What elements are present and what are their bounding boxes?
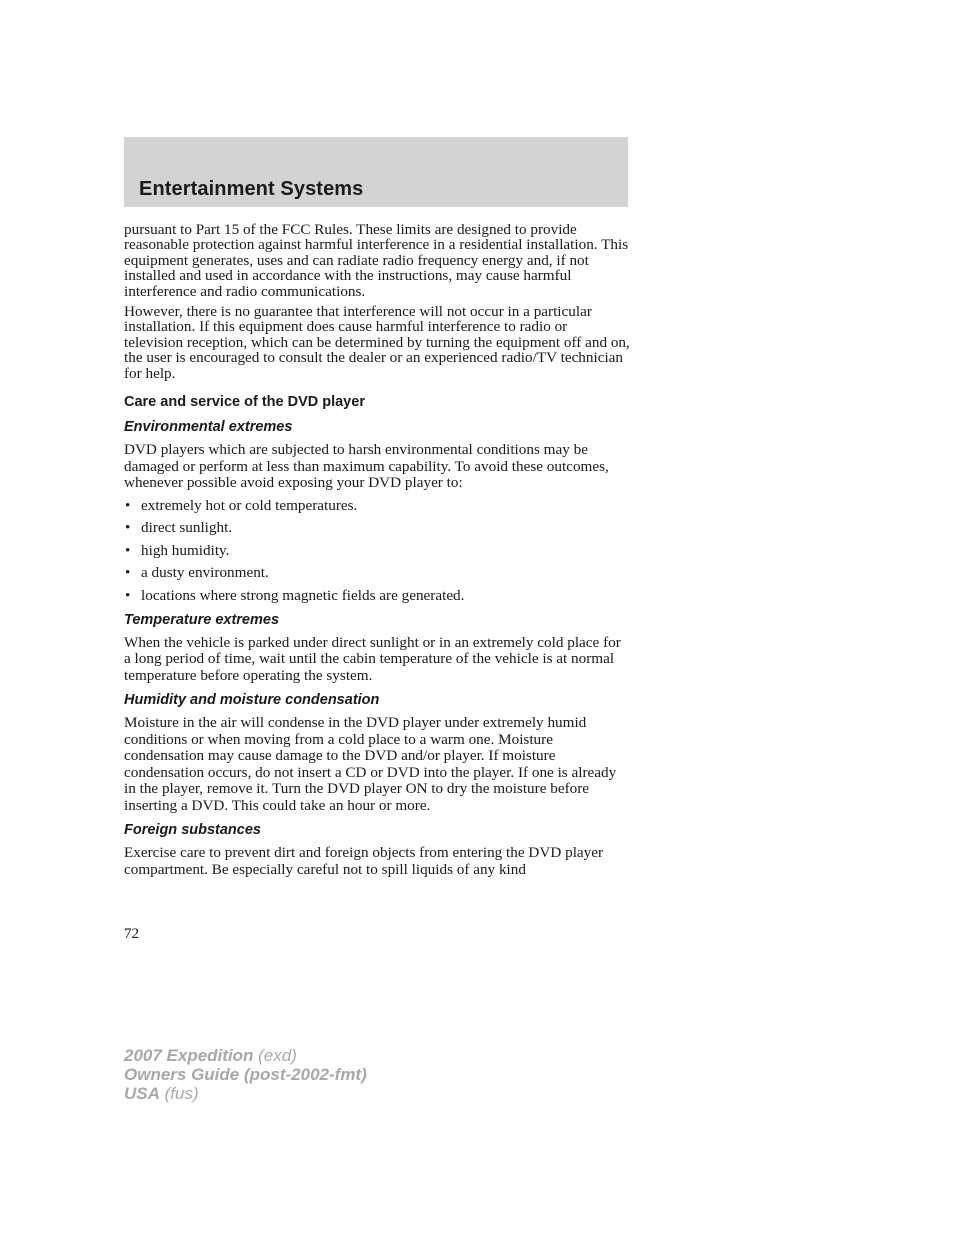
list-item xyxy=(124,498,630,514)
paragraph-interference-guarantee: However, there is no guarantee that interference will not occur in a particular installation. If this equipment does cause harmful interference to radio or television reception, which can be determined by turning the equipment off and on, the user is encouraged to consult the dealer or an experienced radio/TV technician for help. xyxy=(124,303,630,382)
footer-model-name: 2007 Expedition xyxy=(124,1046,254,1065)
document-footer xyxy=(124,1046,367,1103)
list-item-text: a dusty environment. xyxy=(141,564,269,582)
footer-line-market xyxy=(124,1084,367,1103)
bullet-icon: • xyxy=(125,496,131,514)
bullet-icon: • xyxy=(125,586,131,604)
environmental-bullet-list xyxy=(124,498,630,604)
list-item xyxy=(124,543,630,559)
paragraph-fcc-limits: pursuant to Part 15 of the FCC Rules. These limits are designed to provide reasonable protection against harmful interference in a residential installation. This equipment generates, uses and can radiate radio frequency energy and, if not installed and used in accordance with the instructions, may cause harmful interference and radio communications. xyxy=(124,221,629,300)
footer-model-code: (exd) xyxy=(258,1046,297,1065)
humidity-text: Moisture in the air will condense in the DVD player under extremely humid conditions or when moving from a cold place to a warm one. Moisture condensation may cause damage to the DVD and/or player. If moisture condensation occurs, do not insert a CD or DVD into the player. If one is already in the player, remove it. Turn the DVD player ON to dry the moisture before inserting a DVD. This could take an hour or more. xyxy=(124,714,617,814)
list-item-text: extremely hot or cold temperatures. xyxy=(141,496,358,514)
bullet-icon: • xyxy=(125,564,131,582)
temperature-extremes-text: When the vehicle is parked under direct sunlight or in an extremely cold place for a long period of time, wait until the cabin temperature of the vehicle is at normal temperature before operating the system. xyxy=(124,633,621,684)
environmental-extremes-text: DVD players which are subjected to harsh environmental conditions may be damaged or perform at less than maximum capability. To avoid these outcomes, whenever possible avoid exposing your DVD player to: xyxy=(124,441,609,492)
footer-market-name: USA xyxy=(124,1084,160,1103)
footer-guide-name: Owners Guide (post-2002-fmt) xyxy=(124,1065,367,1084)
list-item-text: direct sunlight. xyxy=(141,519,233,537)
list-item xyxy=(124,565,630,581)
care-section-heading: Care and service of the DVD player xyxy=(124,394,365,411)
page-number: 72 xyxy=(124,926,139,942)
bullet-icon: • xyxy=(125,541,131,559)
footer-line-guide xyxy=(124,1065,367,1084)
list-item-text: high humidity. xyxy=(141,541,230,559)
foreign-substances-text: Exercise care to prevent dirt and foreign objects from entering the DVD player compartment. Be especially careful not to spill liquids of any kind xyxy=(124,844,604,878)
page-content xyxy=(124,222,630,883)
bullet-icon: • xyxy=(125,519,131,537)
environmental-extremes-heading: Environmental extremes xyxy=(124,419,293,436)
footer-market-code: (fus) xyxy=(164,1084,199,1103)
list-item xyxy=(124,520,630,536)
temperature-extremes-heading: Temperature extremes xyxy=(124,611,280,628)
list-item-text: locations where strong magnetic fields are generated. xyxy=(141,586,465,604)
section-title: Entertainment Systems xyxy=(139,178,364,200)
footer-line-model xyxy=(124,1046,367,1065)
foreign-substances-heading: Foreign substances xyxy=(124,822,261,839)
section-header-band xyxy=(124,137,628,207)
list-item xyxy=(124,588,630,604)
humidity-heading: Humidity and moisture condensation xyxy=(124,692,380,709)
